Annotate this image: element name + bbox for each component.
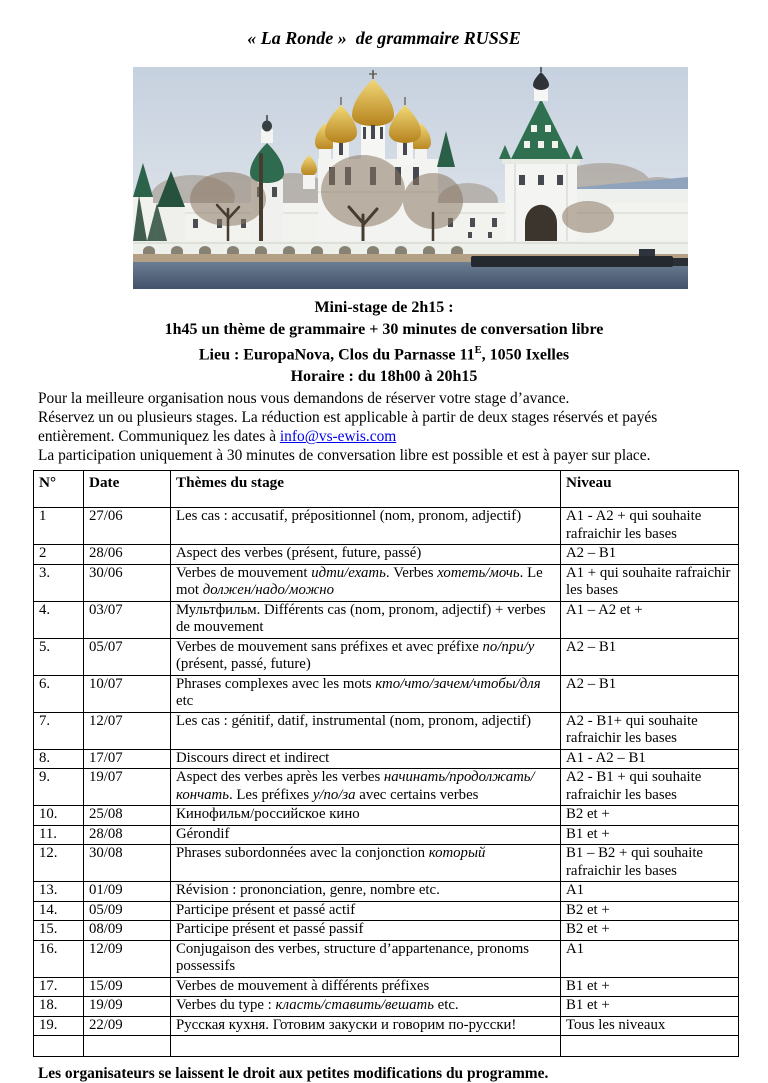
table-row: [34, 749, 739, 769]
empty-row: [34, 1036, 739, 1057]
theme-text: Phrases complexes avec les mots: [176, 675, 376, 692]
table-row: [34, 675, 739, 712]
cell-theme: [171, 712, 561, 749]
cell-theme: [171, 825, 561, 845]
theme-text: etc.: [433, 997, 459, 1014]
cell-niveau: A1 - A2 + qui souhaite rafraichir les bases: [561, 508, 739, 545]
theme-text: etc: [176, 693, 194, 710]
cell-niveau: B2 et +: [561, 921, 739, 941]
cell-niveau: [561, 1036, 739, 1057]
cell-theme: [171, 769, 561, 806]
table-row: [34, 997, 739, 1017]
cell-date: 27/06: [84, 508, 171, 545]
table-row: [34, 508, 739, 545]
cell-num: 4.: [34, 601, 84, 638]
cell-niveau: A1: [561, 940, 739, 977]
cell-theme: [171, 921, 561, 941]
cell-theme: [171, 1036, 561, 1057]
table-row: [34, 564, 739, 601]
cell-num: 1: [34, 508, 84, 545]
cell-date: 15/09: [84, 977, 171, 997]
theme-text: Participe présent et passé passif: [176, 921, 364, 938]
theme-text: Aspect des verbes après les verbes: [176, 769, 384, 786]
cell-date: 05/09: [84, 901, 171, 921]
theme-text: Aspect des verbes (présent, future, passé): [176, 545, 422, 562]
cell-date: 28/08: [84, 825, 171, 845]
cell-niveau: A2 - B1 + qui souhaite rafraichir les bases: [561, 769, 739, 806]
theme-russian-text: класть/ставить/вешать: [275, 997, 434, 1014]
theme-text: . Le mot: [176, 564, 543, 599]
intro-line-theme: 1h45 un thème de grammaire + 30 minutes de conversation libre: [164, 320, 604, 338]
col-header-niveau: Niveau: [561, 471, 739, 508]
cell-niveau: B2 et +: [561, 806, 739, 826]
monastery-photo: [133, 67, 688, 289]
notes-block: [38, 389, 732, 465]
email-link[interactable]: info@vs-ewis.com: [279, 428, 397, 446]
intro-line-lieu: [0, 340, 768, 366]
cell-num: 18.: [34, 997, 84, 1017]
theme-text: Révision : prononciation, genre, nombre etc.: [176, 882, 440, 899]
cell-niveau: A2 – B1: [561, 545, 739, 565]
cell-theme: [171, 749, 561, 769]
lieu-text: Lieu : EuropaNova, Clos du Parnasse 11: [198, 346, 475, 364]
cell-date: 03/07: [84, 601, 171, 638]
table-row: [34, 940, 739, 977]
note-reduction-text: Réservez un ou plusieurs stages. La réduction est applicable à partir de deux stages réservés et payés entièrement. Communiquez les dates à: [38, 409, 658, 446]
cell-num: 5.: [34, 638, 84, 675]
theme-text: Русская кухня. Готовим закуски и говорим по-русски!: [176, 1016, 517, 1033]
table-row: [34, 601, 739, 638]
theme-text: Discours direct et indirect: [176, 749, 330, 766]
table-row: [34, 806, 739, 826]
cell-niveau: A1: [561, 882, 739, 902]
table-row: [34, 977, 739, 997]
cell-niveau: B1 et +: [561, 977, 739, 997]
note-participation: La participation uniquement à 30 minutes de conversation libre est possible et est à payer sur place.: [38, 447, 651, 465]
intro-line-horaire: Horaire : du 18h00 à 20h15: [290, 367, 478, 385]
cell-theme: [171, 508, 561, 545]
cell-theme: [171, 601, 561, 638]
cell-niveau: A2 - B1+ qui souhaite rafraichir les bases: [561, 712, 739, 749]
cell-theme: [171, 806, 561, 826]
intro-line-minstage: Mini-stage de 2h15 :: [314, 299, 454, 316]
cell-num: 11.: [34, 825, 84, 845]
theme-text: Мультфильм. Différents cas (nom, pronom, adjectif) + verbes de mouvement: [176, 601, 546, 636]
cell-niveau: A2 – B1: [561, 675, 739, 712]
cell-num: 17.: [34, 977, 84, 997]
cell-niveau: B1 et +: [561, 997, 739, 1017]
theme-russian-text: кто/что/зачем/чтобы/для: [375, 675, 541, 692]
theme-russian-text: идти/ехать: [311, 564, 386, 581]
cell-num: 19.: [34, 1016, 84, 1036]
theme-russian-text: хотеть/мочь: [437, 564, 520, 581]
cell-theme: [171, 845, 561, 882]
theme-text: . Les préfixes: [228, 786, 313, 803]
table-row: [34, 825, 739, 845]
table-row: [34, 882, 739, 902]
cell-niveau: B2 et +: [561, 901, 739, 921]
cell-niveau: Tous les niveaux: [561, 1016, 739, 1036]
cell-niveau: A1 + qui souhaite rafraichir les bases: [561, 564, 739, 601]
cell-niveau: B1 et +: [561, 825, 739, 845]
cell-date: [84, 1036, 171, 1057]
intro-block: [0, 297, 768, 387]
theme-text: Les cas : génitif, datif, instrumental (nom, pronom, adjectif): [176, 712, 532, 729]
cell-num: 2: [34, 545, 84, 565]
table-row: [34, 638, 739, 675]
theme-text: Verbes du type :: [176, 997, 276, 1014]
cell-num: 14.: [34, 901, 84, 921]
cell-date: 12/09: [84, 940, 171, 977]
note-reservation: Pour la meilleure organisation nous vous demandons de réserver votre stage d’avance.: [38, 390, 570, 408]
theme-text: Participe présent et passé actif: [176, 901, 356, 918]
cell-theme: [171, 675, 561, 712]
theme-russian-text: по/при/у: [482, 638, 535, 655]
cell-num: 8.: [34, 749, 84, 769]
cell-date: 30/08: [84, 845, 171, 882]
cell-date: 22/09: [84, 1016, 171, 1036]
cell-date: 01/09: [84, 882, 171, 902]
table-row: [34, 901, 739, 921]
cell-date: 25/08: [84, 806, 171, 826]
cell-date: 10/07: [84, 675, 171, 712]
cell-date: 19/07: [84, 769, 171, 806]
cell-niveau: B1 – B2 + qui souhaite rafraichir les bases: [561, 845, 739, 882]
cell-num: 3.: [34, 564, 84, 601]
theme-text: (présent, passé, future): [176, 656, 311, 673]
table-header-row: [34, 471, 739, 508]
schedule-table: [33, 470, 739, 1057]
table-row: [34, 1016, 739, 1036]
schedule-table-body: [34, 508, 739, 1057]
cell-theme: [171, 977, 561, 997]
cell-num: 16.: [34, 940, 84, 977]
theme-text: Gérondif: [176, 825, 230, 842]
theme-text: Verbes de mouvement: [176, 564, 312, 581]
theme-text: . Verbes: [385, 564, 438, 581]
cell-niveau: A1 – A2 et +: [561, 601, 739, 638]
cell-date: 17/07: [84, 749, 171, 769]
theme-russian-text: должен/надо/можно: [202, 582, 334, 599]
lieu-suffix: , 1050 Ixelles: [481, 346, 570, 364]
table-row: [34, 769, 739, 806]
cell-num: 10.: [34, 806, 84, 826]
cell-num: 15.: [34, 921, 84, 941]
cell-num: 13.: [34, 882, 84, 902]
theme-text: Verbes de mouvement à différents préfixes: [176, 977, 430, 994]
cell-date: 30/06: [84, 564, 171, 601]
table-row: [34, 545, 739, 565]
table-row: [34, 845, 739, 882]
cell-theme: [171, 545, 561, 565]
cell-theme: [171, 940, 561, 977]
cell-num: 7.: [34, 712, 84, 749]
theme-text: Кинофильм/российское кино: [176, 806, 360, 823]
cell-date: 19/09: [84, 997, 171, 1017]
theme-text: Phrases subordonnées avec la conjonction: [176, 845, 429, 862]
col-header-theme: Thèmes du stage: [171, 471, 561, 508]
cell-theme: [171, 882, 561, 902]
theme-russian-text: который: [428, 845, 486, 862]
cell-date: 08/09: [84, 921, 171, 941]
note-reduction: [38, 408, 732, 446]
cell-num: 12.: [34, 845, 84, 882]
cell-niveau: A1 - A2 – B1: [561, 749, 739, 769]
cell-theme: [171, 1016, 561, 1036]
lieu-superscript: E: [474, 345, 482, 356]
col-header-date: Date: [84, 471, 171, 508]
table-row: [34, 921, 739, 941]
cell-theme: [171, 638, 561, 675]
cell-date: 28/06: [84, 545, 171, 565]
footer-note: Les organisateurs se laissent le droit aux petites modifications du programme.: [38, 1065, 549, 1083]
theme-text: Verbes de mouvement sans préfixes et avec préfixe: [176, 638, 483, 655]
theme-russian-text: у/по/за: [312, 786, 356, 803]
page-title: « La Ronde » de grammaire RUSSE: [247, 28, 521, 48]
theme-russian-text: начинать/продолжать/кончать: [176, 769, 535, 803]
cell-num: [34, 1036, 84, 1057]
col-header-num: N°: [34, 471, 84, 508]
table-row: [34, 712, 739, 749]
cell-theme: [171, 997, 561, 1017]
cell-num: 9.: [34, 769, 84, 806]
theme-text: avec certains verbes: [355, 786, 479, 803]
cell-theme: [171, 901, 561, 921]
cell-niveau: A2 – B1: [561, 638, 739, 675]
theme-text: Conjugaison des verbes, structure d’appartenance, pronoms possessifs: [176, 940, 529, 975]
monastery-photo-art: [133, 67, 688, 289]
theme-text: Les cas : accusatif, prépositionnel (nom, pronom, adjectif): [176, 508, 522, 525]
cell-date: 05/07: [84, 638, 171, 675]
cell-date: 12/07: [84, 712, 171, 749]
cell-num: 6.: [34, 675, 84, 712]
cell-theme: [171, 564, 561, 601]
